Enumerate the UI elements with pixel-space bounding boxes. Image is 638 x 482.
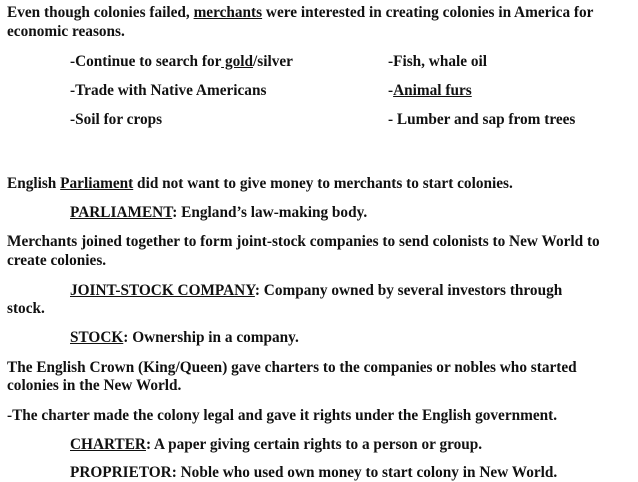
definition: : A paper giving certain rights to a person or group. (145, 436, 483, 453)
reason-gold (70, 53, 293, 71)
reason-trade: -Trade with Native Americans (70, 82, 267, 99)
definition: : Ownership in a company. (123, 329, 299, 346)
term: PARLIAMENT (70, 204, 173, 221)
underlined-term: merchants (193, 4, 263, 21)
reason-soil: -Soil for crops (70, 111, 163, 128)
text: English (7, 175, 61, 192)
underlined-term: gold (221, 53, 254, 70)
term: CHARTER (70, 436, 146, 453)
stock-definition (70, 329, 299, 347)
text: Even though colonies failed, (7, 4, 194, 21)
reason-lumber: - Lumber and sap from trees (388, 111, 576, 128)
term: STOCK (70, 329, 124, 346)
text: were interested in creating colonies in America for (262, 4, 594, 21)
charter-line: -The charter made the colony legal and gave it rights under the English government. (7, 407, 558, 424)
text: - (388, 82, 394, 99)
definition: : England’s law-making body. (172, 204, 368, 221)
reason-furs (388, 82, 472, 100)
reason-fish: -Fish, whale oil (388, 53, 488, 70)
charter-definition (70, 436, 482, 454)
underlined-term: Animal furs (393, 82, 472, 99)
merchants-line-1: Merchants joined together to form joint-stock companies to send colonists to New World to (7, 233, 600, 250)
text: -Continue to search for (70, 53, 222, 70)
text: did not want to give money to merchants to start colonies. (133, 175, 513, 192)
merchants-line-2: create colonies. (7, 252, 107, 269)
parliament-definition (70, 204, 367, 222)
proprietor-definition: PROPRIETOR: Noble who used own money to start colony in New World. (70, 464, 558, 481)
crown-line-1: The English Crown (King/Queen) gave charters to the companies or nobles who started (7, 359, 577, 376)
intro-line-1 (7, 4, 593, 22)
definition: : Company owned by several investors through (254, 282, 563, 299)
joint-stock-definition (70, 282, 562, 300)
text: /silver (253, 53, 293, 70)
joint-stock-definition-cont: stock. (7, 300, 45, 317)
crown-line-2: colonies in the New World. (7, 377, 182, 394)
underlined-term: Parliament (60, 175, 134, 192)
parliament-line (7, 175, 513, 193)
term: JOINT-STOCK COMPANY (70, 282, 255, 299)
intro-line-2: economic reasons. (7, 23, 125, 40)
